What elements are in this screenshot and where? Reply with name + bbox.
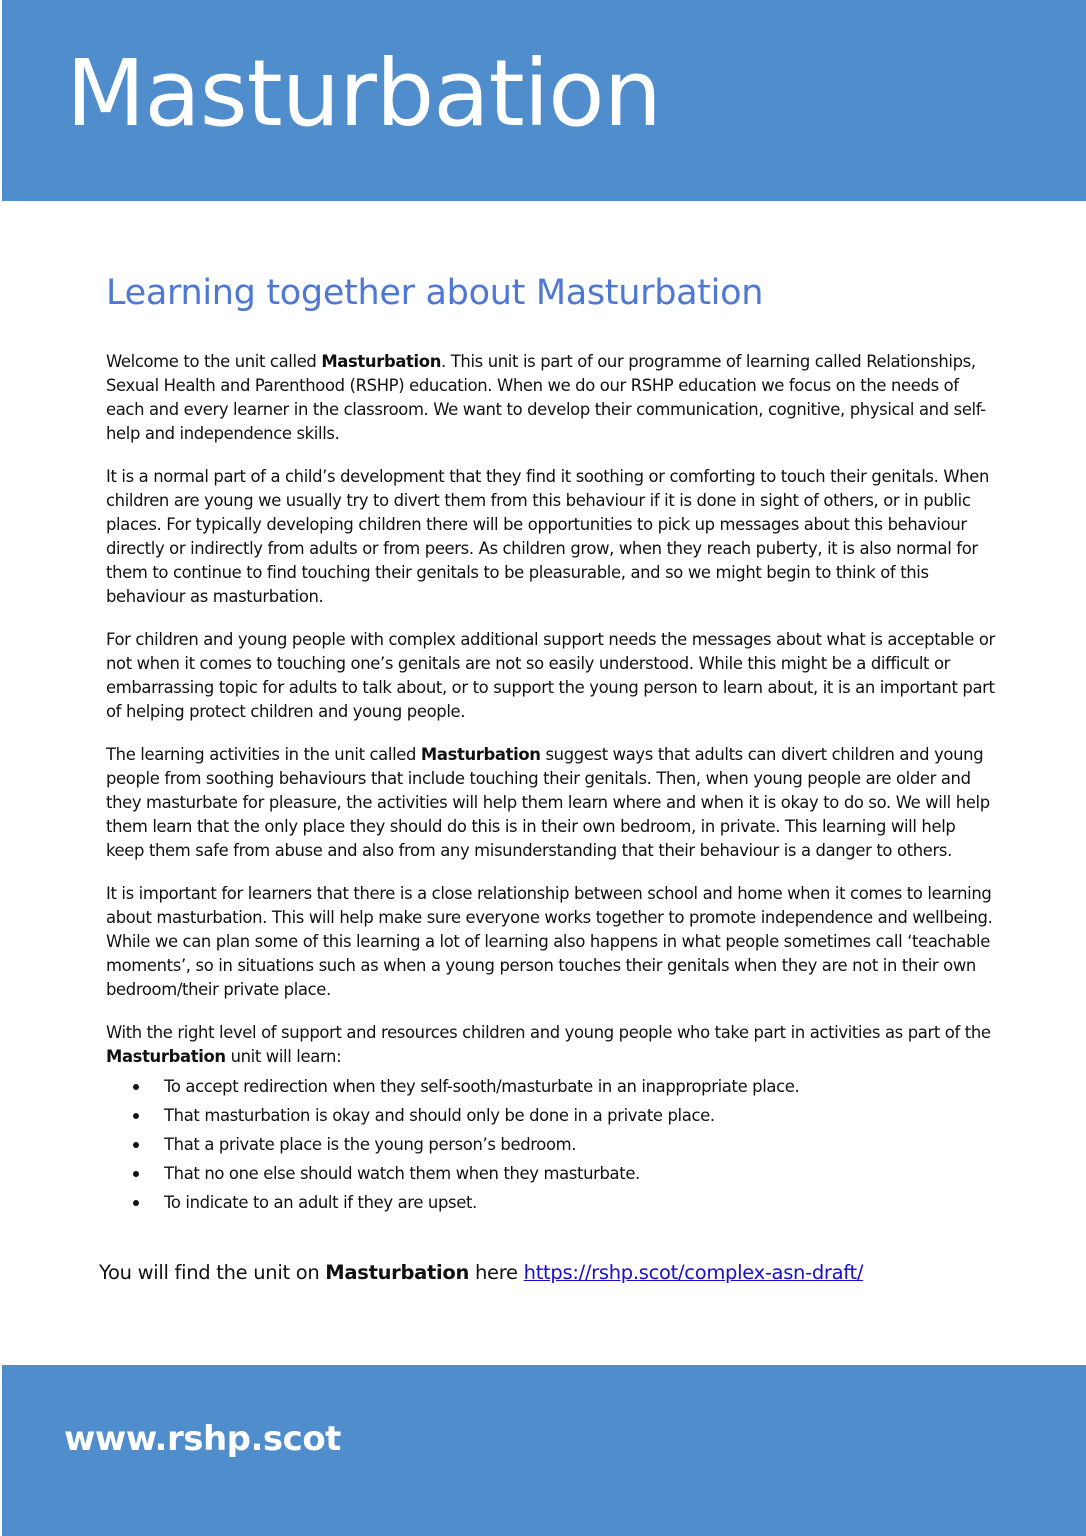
page-title: Masturbation (66, 40, 661, 147)
list-item: To indicate to an adult if they are upset. (106, 1188, 996, 1217)
bullet-icon (133, 1142, 139, 1148)
paragraph-learning-activities: The learning activities in the unit called Masturbation suggest ways that adults can divert children and young people from soothing behaviours that include touching their genitals. Then, when young people are older and they masturbate for pleasure, the activities will help them learn where and when it is okay to do so. We will help them learn that the only place they should do this is in their own bedroom, in private. This learning will help keep them safe from abuse and also from any misunderstanding that their behaviour is a danger to others. (106, 745, 990, 860)
list-item: That no one else should watch them when they masturbate. (106, 1159, 996, 1188)
footer-website: www.rshp.scot (64, 1419, 341, 1459)
bullet-icon (133, 1200, 139, 1206)
header-band (2, 0, 1086, 201)
bullet-icon (133, 1171, 139, 1177)
section-heading: Learning together about Masturbation (106, 273, 764, 313)
bullet-icon (133, 1084, 139, 1090)
learning-outcomes-list (106, 1072, 996, 1217)
list-item: That a private place is the young person’s bedroom. (106, 1130, 996, 1159)
paragraph-welcome: Welcome to the unit called Masturbation. This unit is part of our programme of learning called Relationships, Sexual Health and Parenthood (RSHP) education. When we do our RSHP education we focus on the needs of each and every learner in the classroom. We want to develop their communication, cognitive, physical and self-help and independence skills. (106, 352, 986, 443)
paragraph-school-home: It is important for learners that there is a close relationship between school and home when it comes to learning about masturbation. This will help make sure everyone works together to promote independence and wellbeing. While we can plan some of this learning a lot of learning also happens in what people sometimes call ‘teachable moments’, so in situations such as when a young person touches their genitals when they are not in their own bedroom/their private place. (106, 884, 993, 999)
paragraph-complex-needs: For children and young people with complex additional support needs the messages about what is acceptable or not when it comes to touching one’s genitals are not so easily understood. While this might be a difficult or embarrassing topic for adults to talk about, or to support the young person to learn about, it is an important part of helping protect children and young people. (106, 630, 995, 721)
unit-link-line: You will find the unit on Masturbation here https://rshp.scot/complex-asn-draft/ (99, 1261, 864, 1284)
unit-link[interactable]: https://rshp.scot/complex-asn-draft/ (523, 1261, 864, 1284)
list-item: To accept redirection when they self-sooth/masturbate in an inappropriate place. (106, 1072, 996, 1101)
body-text (106, 350, 996, 1217)
list-item: That masturbation is okay and should only be done in a private place. (106, 1101, 996, 1130)
bullet-icon (133, 1113, 139, 1119)
paragraph-development: It is a normal part of a child’s development that they find it soothing or comforting to touch their genitals. When children are young we usually try to divert them from this behaviour if it is done in sight of others, or in public places. For typically developing children there will be opportunities to pick up messages about this behaviour directly or indirectly from adults or from peers. As children grow, when they reach puberty, it is also normal for them to continue to find touching their genitals to be pleasurable, and so we might begin to think of this behaviour as masturbation. (106, 467, 990, 606)
paragraph-will-learn: With the right level of support and resources children and young people who take part in activities as part of the Masturbation unit will learn: (106, 1023, 991, 1066)
